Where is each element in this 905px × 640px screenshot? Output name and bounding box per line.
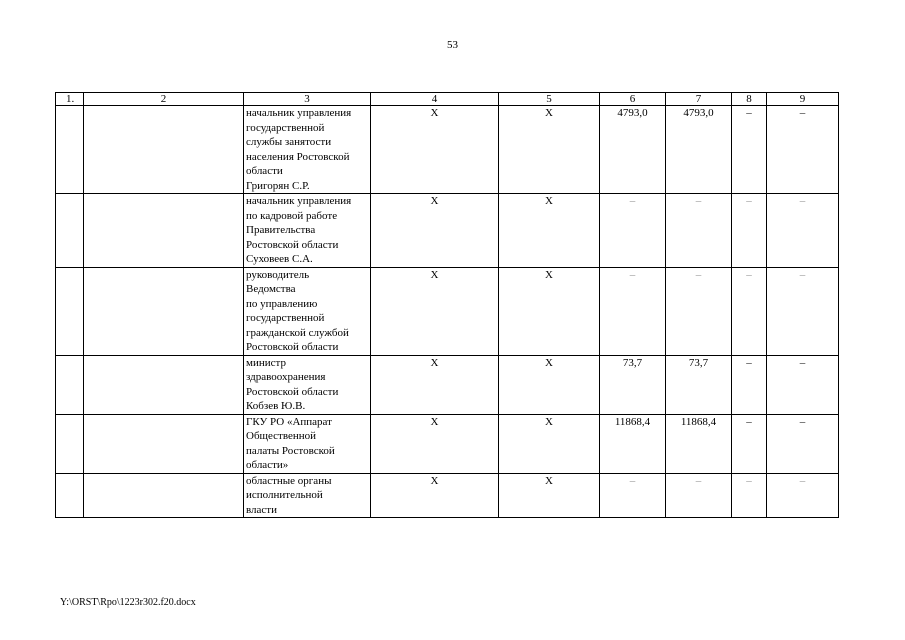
recipient-line: Общественной <box>246 430 317 442</box>
recipient-line: здравоохранения <box>246 371 326 383</box>
recipient-line: Правительства <box>246 224 316 236</box>
cell-col1 <box>56 414 84 473</box>
cell-col8: – <box>732 106 767 194</box>
cell-col5: X <box>499 473 600 518</box>
data-table <box>55 92 839 518</box>
cell-col4: X <box>371 473 499 518</box>
header-cell: 1. <box>56 93 84 106</box>
table-row <box>56 473 839 518</box>
cell-col8: – <box>732 355 767 414</box>
recipient-line: гражданской службой <box>246 326 349 339</box>
cell-col4: X <box>371 355 499 414</box>
recipient-line: по управлению <box>246 297 318 310</box>
recipient-line: областные органы <box>246 474 332 487</box>
cell-col7: 4793,0 <box>666 106 732 194</box>
cell-col4: X <box>371 414 499 473</box>
cell-col1 <box>56 194 84 268</box>
recipient-line: Кобзев Ю.В. <box>246 400 306 412</box>
recipient-line: начальник управления <box>246 195 352 207</box>
cell-col8: – <box>732 473 767 518</box>
header-cell: 9 <box>767 93 839 106</box>
cell-recipient <box>244 414 371 473</box>
cell-col9: – <box>767 473 839 518</box>
cell-col2 <box>84 194 244 268</box>
header-cell: 6 <box>600 93 666 106</box>
cell-recipient <box>244 194 371 268</box>
recipient-line: Ростовской области <box>246 385 339 398</box>
table-row <box>56 355 839 414</box>
cell-recipient <box>244 106 371 194</box>
table-row <box>56 194 839 268</box>
recipient-line: области <box>246 165 283 177</box>
cell-col6: – <box>600 473 666 518</box>
cell-col6: 4793,0 <box>600 106 666 194</box>
recipient-line: власти <box>246 503 277 516</box>
cell-col9: – <box>767 267 839 355</box>
cell-col7: – <box>666 267 732 355</box>
table-row <box>56 414 839 473</box>
cell-col1 <box>56 355 84 414</box>
cell-col6: 11868,4 <box>600 414 666 473</box>
recipient-line: руководитель <box>246 268 310 281</box>
cell-col8: – <box>732 194 767 268</box>
cell-col5: X <box>499 355 600 414</box>
cell-col9: – <box>767 414 839 473</box>
header-cell: 4 <box>371 93 499 106</box>
recipient-line: по кадровой работе <box>246 209 338 222</box>
cell-col1 <box>56 106 84 194</box>
cell-col7: – <box>666 194 732 268</box>
cell-col6: – <box>600 267 666 355</box>
recipient-line: палаты Ростовской <box>246 444 335 457</box>
cell-col9: – <box>767 355 839 414</box>
recipient-line: Ведомства <box>246 283 296 295</box>
cell-col7: 11868,4 <box>666 414 732 473</box>
cell-col8: – <box>732 414 767 473</box>
cell-col5: X <box>499 194 600 268</box>
cell-col5: X <box>499 267 600 355</box>
recipient-line: ГКУ РО «Аппарат <box>246 415 332 428</box>
cell-col7: – <box>666 473 732 518</box>
cell-recipient <box>244 473 371 518</box>
cell-col4: X <box>371 106 499 194</box>
recipient-line: Ростовской области <box>246 238 339 251</box>
cell-col2 <box>84 106 244 194</box>
header-cell: 3 <box>244 93 371 106</box>
cell-col6: 73,7 <box>600 355 666 414</box>
cell-col2 <box>84 355 244 414</box>
cell-col2 <box>84 414 244 473</box>
recipient-line: службы занятости <box>246 136 332 148</box>
recipient-line: начальник управления <box>246 107 352 119</box>
cell-col9: – <box>767 194 839 268</box>
cell-recipient <box>244 355 371 414</box>
recipient-line: государственной <box>246 121 325 134</box>
cell-col4: X <box>371 267 499 355</box>
cell-col8: – <box>732 267 767 355</box>
cell-col2 <box>84 267 244 355</box>
recipient-line: Григорян С.Р. <box>246 179 310 192</box>
recipient-line: населения Ростовской <box>246 150 350 163</box>
header-cell: 5 <box>499 93 600 106</box>
cell-col1 <box>56 473 84 518</box>
cell-col6: – <box>600 194 666 268</box>
page-number: 53 <box>447 39 458 51</box>
recipient-line: министр <box>246 356 286 369</box>
table-row <box>56 267 839 355</box>
recipient-line: государственной <box>246 312 325 324</box>
header-cell: 2 <box>84 93 244 106</box>
cell-col9: – <box>767 106 839 194</box>
recipient-line: Суховеев С.А. <box>246 253 313 265</box>
recipient-line: исполнительной <box>246 489 323 501</box>
cell-col4: X <box>371 194 499 268</box>
cell-col7: 73,7 <box>666 355 732 414</box>
header-cell: 7 <box>666 93 732 106</box>
header-row <box>56 93 839 106</box>
recipient-line: области» <box>246 459 289 471</box>
recipient-line: Ростовской области <box>246 341 339 353</box>
header-cell: 8 <box>732 93 767 106</box>
file-path: Y:\ORST\Rpo\1223r302.f20.docx <box>60 597 196 608</box>
cell-col5: X <box>499 106 600 194</box>
cell-col1 <box>56 267 84 355</box>
cell-col2 <box>84 473 244 518</box>
table-row <box>56 106 839 194</box>
cell-recipient <box>244 267 371 355</box>
cell-col5: X <box>499 414 600 473</box>
